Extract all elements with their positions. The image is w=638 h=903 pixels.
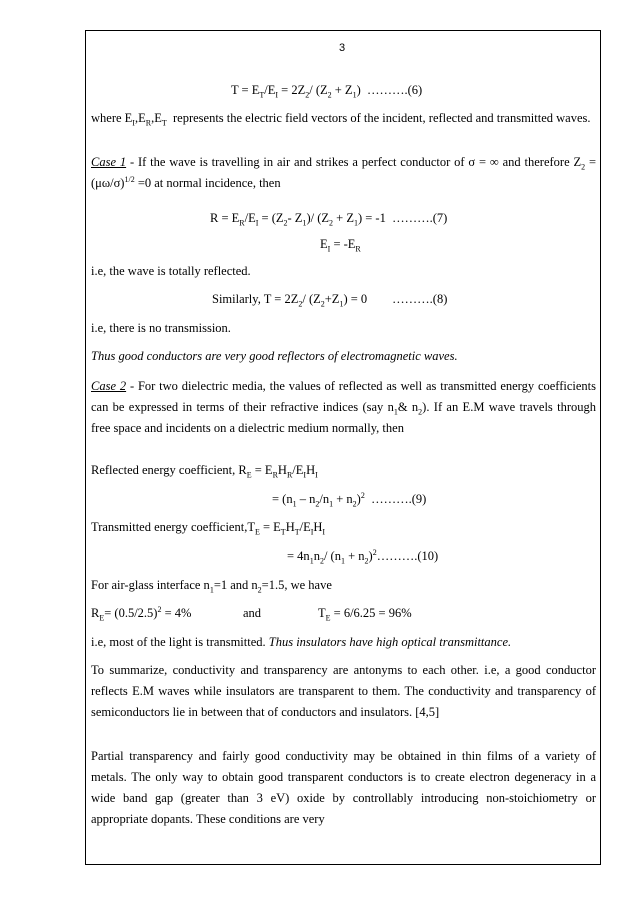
totally-reflected-line: i.e, the wave is totally reflected. [91,264,251,278]
re-value: $R_E= (0.5/2.5)^2 = 4\%$ [91,604,192,623]
case2-label: Case 2 [91,379,127,393]
equation-10: = $4n_1n_2/$ ($n_1$ + $n_2)^2\dots\dots\dots.(10)$ [287,547,439,566]
paragraph-where: where $E_I,E_R,E_T$ represents the electric field vectors of the incident, reflected and transmitted waves. [91,111,591,128]
no-transmission-line: i.e, there is no transmission. [91,321,231,335]
transmitted-coefficient-line: Transmitted energy $coefficient,T_E = E_TH_T/E_IH_I$ [91,520,326,537]
paragraph-summary: To summarize, conductivity and transparency are antonyms to each other. i.e, a good conductor reflects E.M waves while insulators are transparent to them. The conductivity and transparency of semiconductors lie in between that of conductors and insulators. [4,5] [91,663,596,719]
paragraph-case2: Case 2 - For two dielectric media, the values of reflected as well as transmitted energy coefficients can be expressed in terms of their refractive indices (say $n_1\&$ $n_2$). If an E.M wave travels through free space and incidents on a dielectric medium normally, then [91,379,597,435]
equation-ei-er: $E_I = -E_R$ [320,237,361,254]
and-word: and [243,606,262,620]
air-glass-line: For air-glass interface $n_1=1$ and $n_2=1.5$, we have [91,578,332,595]
reflected-coefficient-line: Reflected energy coefficient, $R_E = E_RH_R/E_IH_I$ [91,463,318,480]
good-conductors-line: Thus good conductors are very good reflectors of electromagnetic waves. [91,349,458,363]
equation-9: = $(n_1 - n_2/n_1 + n_2)^2$ ……….(9) [272,490,427,509]
te-value: $T_E = 6/6.25 = 96\%$ [318,606,412,623]
paragraph-case1: Case 1 - If the wave is travelling in air and strikes a perfect conductor of σ = ∞ and therefore $Z_2 = (\mu\omega/\sigma)^{1/2} =0$ at normal incidence, then [91,155,597,190]
most-light-line: i.e, most of the light is transmitted. Thus insulators have high optical transmittance. [91,635,512,649]
equation-6: $T = E_T/E_I = 2Z_2/$ $(Z_2 + Z_1)$ ……….(6) [231,83,423,100]
page-number: 3 [339,42,346,54]
case1-label: Case 1 [91,155,127,169]
equation-8: Similarly, $T = 2Z_2/$ $(Z_2+Z_1) = 0$ ……….(8) [212,292,448,309]
equation-7: $R = E_R/E_I = (Z_2-$ $Z_1)/$ $(Z_2 + Z_1) = -1$ ……….(7) [210,211,448,228]
paragraph-partial: Partial transparency and fairly good conductivity may be obtained in thin films of a variety of metals. The only way to obtain good transparent conductors is to create electron degeneracy in a wide band gap (greater than 3 eV) oxide by controllably introducing non-stoichiometry or appropriate dopants. These conditions are very [91,749,596,826]
